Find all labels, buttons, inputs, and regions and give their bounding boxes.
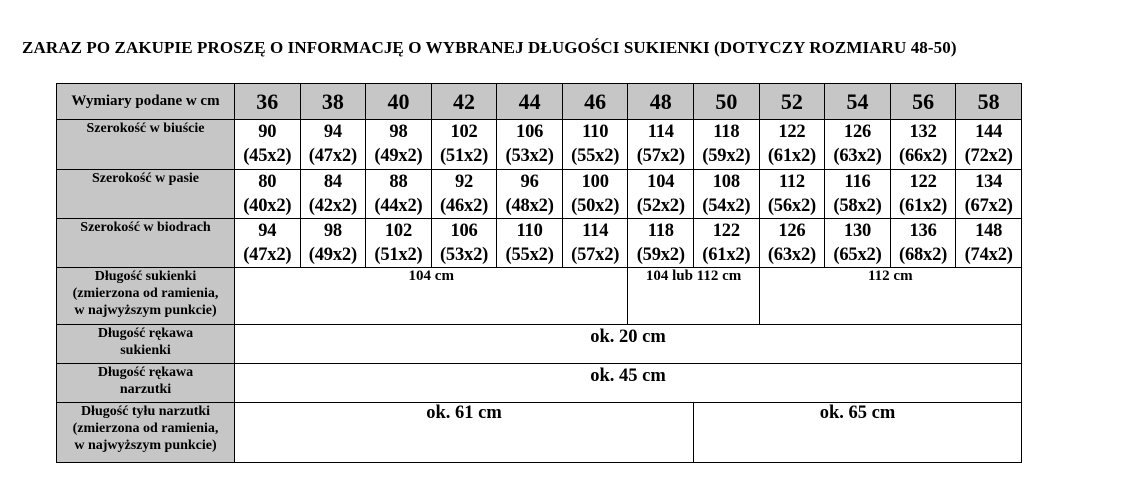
value-total: 98: [323, 221, 342, 241]
value-split: (61x2): [899, 196, 948, 216]
waist-cell: [628, 170, 694, 219]
hips-cell: [759, 219, 825, 268]
label-line: sukienki: [120, 343, 171, 358]
value-total: 106: [450, 221, 478, 241]
size-chart-table: [56, 83, 1022, 463]
value-total: 122: [909, 172, 937, 192]
value-total: 80: [258, 172, 277, 192]
value-total: 110: [582, 122, 609, 142]
bolero-back-row: [57, 403, 1022, 463]
value-split: (57x2): [571, 245, 620, 265]
hips-cell: [628, 219, 694, 268]
value-total: 100: [581, 172, 609, 192]
value-split: (68x2): [899, 245, 948, 265]
value-split: (47x2): [308, 146, 357, 166]
bolero-sleeve-row: [57, 364, 1022, 403]
label-line: (zmierzona od ramienia,: [72, 421, 219, 436]
value-split: (45x2): [243, 146, 292, 166]
label-line: narzutki: [119, 382, 172, 397]
value-total: 122: [778, 122, 806, 142]
dress-sleeve-row: [57, 325, 1022, 364]
bust-cell: [562, 120, 628, 170]
bolero-sleeve-label: [57, 364, 235, 403]
waist-cell: [235, 170, 301, 219]
value-total: 126: [778, 221, 806, 241]
hips-cell: [890, 219, 956, 268]
value-split: (65x2): [833, 245, 882, 265]
hips-cell: [562, 219, 628, 268]
dress-sleeve-label: [57, 325, 235, 364]
value-split: (67x2): [964, 196, 1013, 216]
dress-sleeve-value: ok. 20 cm: [235, 325, 1022, 364]
bolero-back-small: ok. 61 cm: [235, 403, 694, 463]
label-line: Długość rękawa: [97, 365, 194, 380]
waist-cell: [431, 170, 497, 219]
size-cell: 52: [759, 84, 825, 120]
label-line: Długość sukienki: [94, 269, 197, 284]
label-line: Długość tyłu narzutki: [80, 404, 211, 419]
bust-cell: [366, 120, 432, 170]
value-split: (49x2): [374, 146, 423, 166]
value-split: (49x2): [308, 245, 357, 265]
value-split: (63x2): [767, 245, 816, 265]
bust-cell: [694, 120, 760, 170]
bust-cell: [825, 120, 891, 170]
value-total: 114: [647, 122, 674, 142]
value-total: 88: [389, 172, 408, 192]
size-cell: 56: [890, 84, 956, 120]
size-cell: 44: [497, 84, 563, 120]
value-total: 102: [450, 122, 478, 142]
waist-label: Szerokość w pasie: [57, 170, 235, 219]
waist-cell: [366, 170, 432, 219]
value-total: 108: [712, 172, 740, 192]
bust-cell: [956, 120, 1022, 170]
bust-cell: [431, 120, 497, 170]
dress-length-small: 104 cm: [235, 268, 628, 325]
value-total: 132: [909, 122, 937, 142]
bust-cell: [235, 120, 301, 170]
value-total: 94: [323, 122, 342, 142]
waist-cell: [694, 170, 760, 219]
header-label-cell: [57, 84, 235, 120]
value-total: 110: [516, 221, 543, 241]
label-line: w najwyższym punkcie): [74, 303, 217, 318]
waist-cell: [759, 170, 825, 219]
value-split: (52x2): [636, 196, 685, 216]
bust-cell: [300, 120, 366, 170]
value-total: 90: [258, 122, 277, 142]
size-cell: 48: [628, 84, 694, 120]
size-cell: 50: [694, 84, 760, 120]
value-split: (42x2): [308, 196, 357, 216]
waist-cell: [890, 170, 956, 219]
value-split: (59x2): [636, 245, 685, 265]
value-total: 104: [647, 172, 675, 192]
value-split: (54x2): [702, 196, 751, 216]
value-total: 130: [843, 221, 872, 241]
value-total: 116: [844, 172, 871, 192]
value-total: 98: [389, 122, 408, 142]
value-total: 112: [778, 172, 805, 192]
header-label: Wymiary podane w cm: [71, 93, 220, 109]
value-split: (72x2): [964, 146, 1013, 166]
value-split: (44x2): [374, 196, 423, 216]
dress-length-middle: 104 lub 112 cm: [628, 268, 759, 325]
value-split: (74x2): [964, 245, 1013, 265]
bolero-sleeve-value: ok. 45 cm: [235, 364, 1022, 403]
page-title: ZARAZ PO ZAKUPIE PROSZĘ O INFORMACJĘ O WYBRANEJ DŁUGOŚCI SUKIENKI (DOTYCZY ROZMIARU 48-50): [22, 38, 957, 57]
bust-cell: [890, 120, 956, 170]
bust-label: Szerokość w biuście: [57, 120, 235, 170]
value-split: (53x2): [439, 245, 489, 265]
size-cell: 40: [366, 84, 432, 120]
bust-cell: [628, 120, 694, 170]
value-total: 148: [975, 221, 1003, 241]
size-cell: 42: [431, 84, 497, 120]
value-split: (57x2): [636, 146, 685, 166]
hips-row: [57, 219, 1022, 268]
waist-cell: [497, 170, 563, 219]
bolero-back-label: [57, 403, 235, 463]
hips-cell: [825, 219, 891, 268]
value-split: (48x2): [505, 196, 554, 216]
hips-cell: [366, 219, 432, 268]
bust-cell: [759, 120, 825, 170]
value-total: 106: [516, 122, 544, 142]
value-total: 126: [843, 122, 872, 142]
value-split: (61x2): [702, 245, 751, 265]
value-total: 94: [258, 221, 277, 241]
value-total: 96: [520, 172, 539, 192]
value-split: (40x2): [243, 196, 292, 216]
size-cell: 38: [300, 84, 366, 120]
waist-cell: [300, 170, 366, 219]
hips-cell: [300, 219, 366, 268]
value-split: (51x2): [439, 146, 489, 166]
value-split: (50x2): [571, 196, 620, 216]
waist-cell: [956, 170, 1022, 219]
label-line: Długość rękawa: [97, 326, 194, 341]
value-split: (47x2): [243, 245, 292, 265]
value-split: (46x2): [439, 196, 489, 216]
hips-cell: [235, 219, 301, 268]
dress-length-label: [57, 268, 235, 325]
waist-row: [57, 170, 1022, 219]
waist-cell: [562, 170, 628, 219]
size-cell: 58: [956, 84, 1022, 120]
label-line: (zmierzona od ramienia,: [72, 286, 219, 301]
value-total: 84: [323, 172, 342, 192]
value-total: 118: [713, 122, 740, 142]
value-total: 92: [454, 172, 474, 192]
value-total: 144: [975, 122, 1003, 142]
value-total: 136: [909, 221, 937, 241]
value-split: (58x2): [833, 196, 882, 216]
bust-row: [57, 120, 1022, 170]
label-line: w najwyższym punkcie): [74, 438, 217, 453]
hips-cell: [431, 219, 497, 268]
hips-label: Szerokość w biodrach: [57, 219, 235, 268]
size-cell: 46: [562, 84, 628, 120]
waist-cell: [825, 170, 891, 219]
size-cell: 36: [235, 84, 301, 120]
hips-cell: [956, 219, 1022, 268]
value-total: 134: [975, 172, 1003, 192]
bolero-back-large: ok. 65 cm: [694, 403, 1022, 463]
value-split: (56x2): [767, 196, 816, 216]
hips-cell: [497, 219, 563, 268]
value-split: (51x2): [374, 245, 423, 265]
value-split: (61x2): [767, 146, 816, 166]
value-total: 102: [384, 221, 413, 241]
value-total: 122: [712, 221, 740, 241]
size-header-row: [57, 84, 1022, 120]
value-split: (59x2): [702, 146, 751, 166]
hips-cell: [694, 219, 760, 268]
size-cell: 54: [825, 84, 891, 120]
value-split: (63x2): [833, 146, 882, 166]
value-split: (53x2): [505, 146, 554, 166]
value-total: 118: [647, 221, 674, 241]
dress-length-large: 112 cm: [759, 268, 1021, 325]
dress-length-row: [57, 268, 1022, 325]
value-split: (55x2): [505, 245, 554, 265]
bust-cell: [497, 120, 563, 170]
value-split: (55x2): [571, 146, 620, 166]
value-split: (66x2): [899, 146, 948, 166]
value-total: 114: [582, 221, 609, 241]
